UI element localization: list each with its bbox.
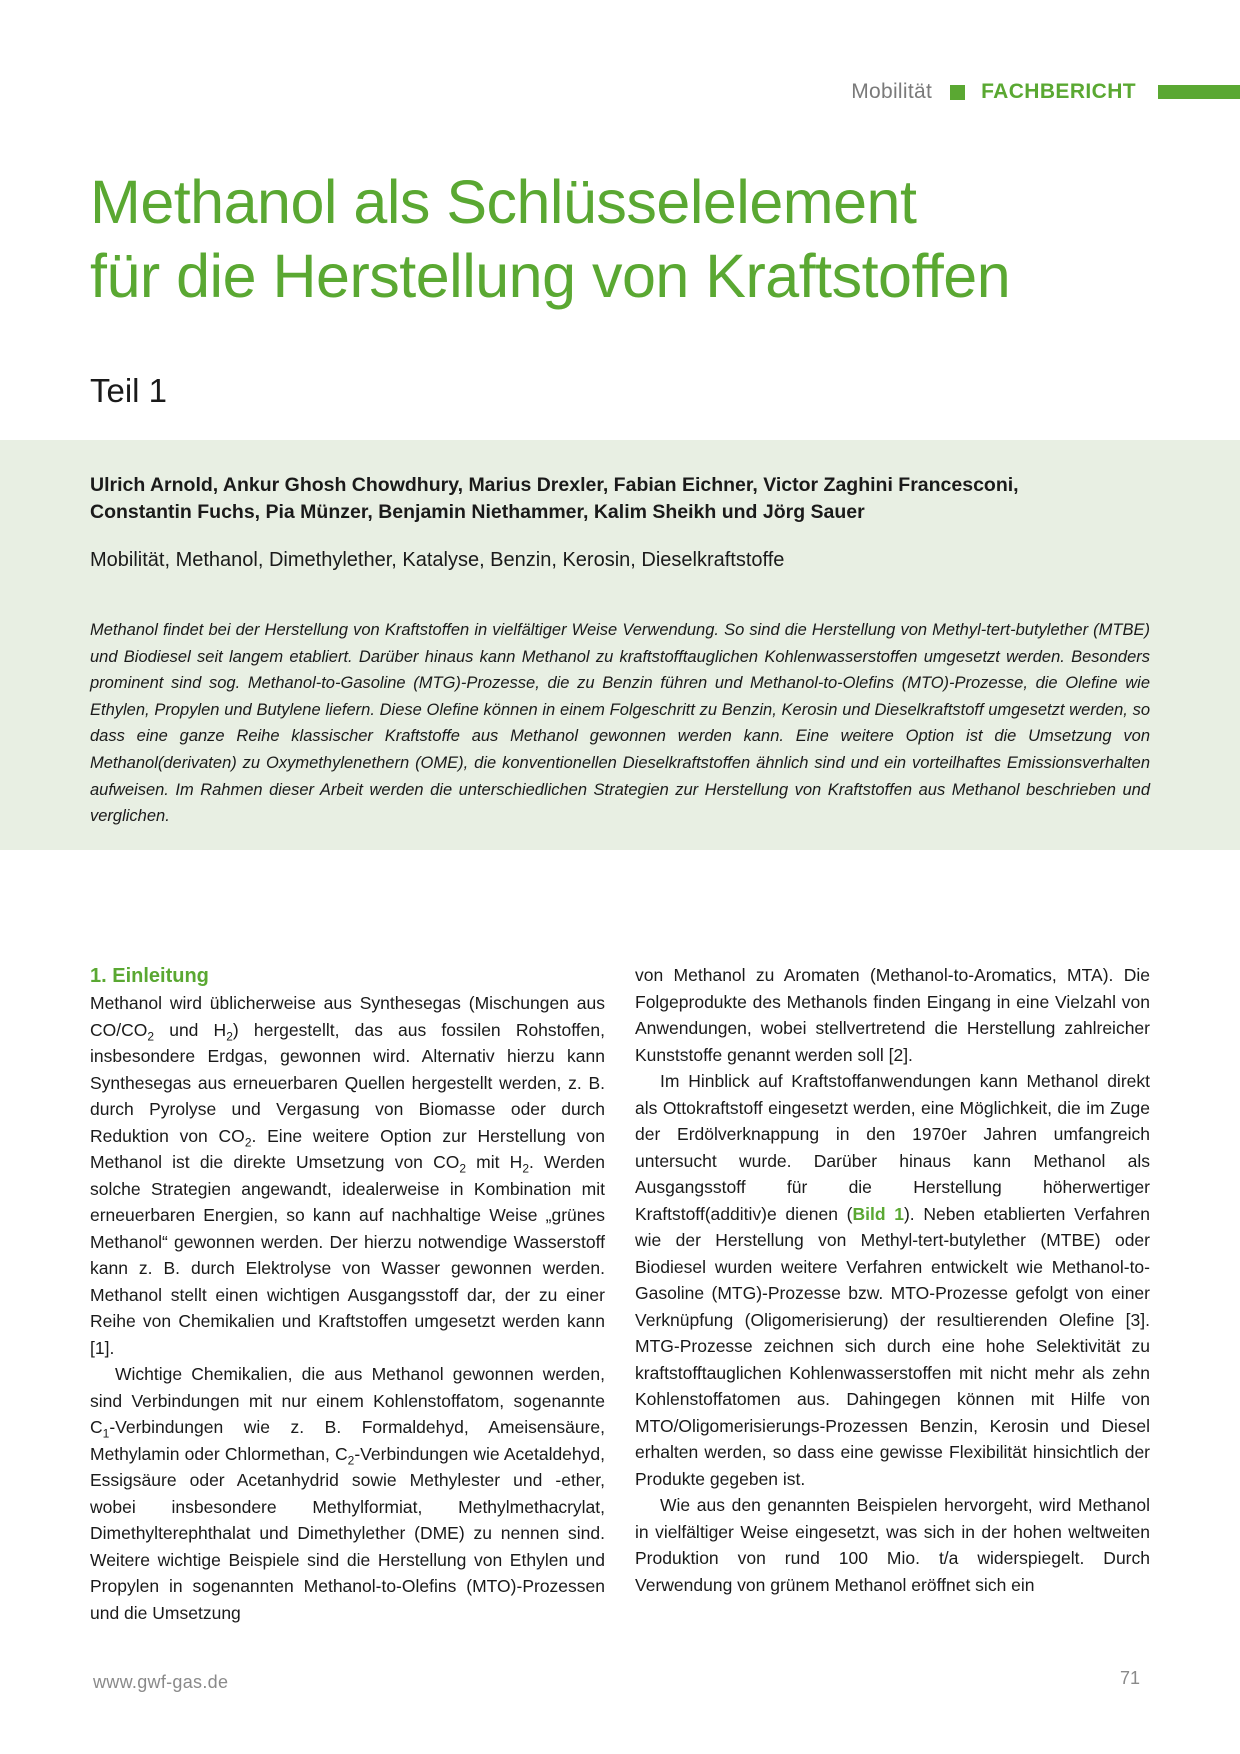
title-line-2: für die Herstellung von Kraftstoffen — [90, 242, 1011, 310]
body-column-left — [90, 962, 605, 1626]
paragraph-4: Im Hinblick auf Kraftstoffanwendungen kann Methanol direkt als Ottokraftstoff eingesetzt werden, eine Möglichkeit, die im Zuge der Erdölverknappung in den 1970er Jahren umfangreich untersucht wurde. Darüber hinaus kann Methanol als Ausgangsstoff für die Herstellung höherwertiger Kraftstoff(additiv)e dienen (Bild 1). Neben etablierten Verfahren wie der Herstellung von Methyl-tert-butylether (MTBE) oder Biodiesel wurden weitere Verfahren entwickelt wie Methanol-to-Gasoline (MTG)-Prozesse bzw. MTO-Prozesse gefolgt von einer Verknüpfung (Oligomerisierung) der resultierenden Olefine [3]. MTG-Prozesse zeichnen sich durch eine hohe Selektivität zu kraftstofftauglichen Kohlenwasserstoffen mit nicht mehr als zehn Kohlenstoffatomen aus. Dahingegen können mit Hilfe von MTO/Oligomerisierungs-Prozessen Benzin, Kerosin und Diesel erhalten werden, so dass eine gewisse Flexibilität hinsichtlich der Produkte gegeben ist. — [635, 1071, 1150, 1489]
header-accent-bar — [1158, 85, 1240, 99]
author-list — [90, 472, 1190, 526]
article-title — [90, 165, 1190, 313]
authors-line-1: Ulrich Arnold, Ankur Ghosh Chowdhury, Marius Drexler, Fabian Eichner, Victor Zaghini Francesconi, — [90, 474, 1019, 496]
figure-reference-link[interactable]: Bild 1 — [852, 1203, 904, 1224]
paragraph-1: Methanol wird üblicherweise aus Synthesegas (Mischungen aus $CO/CO_2$ und $H_2$) hergestellt, das aus fossilen Rohstoffen, insbesondere Erdgas, gewonnen wird. Alternativ hierzu kann Synthesegas aus erneuerbaren Quellen hergestellt werden, z. B. durch Pyrolyse und Vergasung von Biomasse oder durch Reduktion von $CO_2$. Eine weitere Option zur Herstellung von Methanol ist die direkte Umsetzung von $CO_2$ mit $H_2$. Werden solche Strategien angewandt, idealerweise in Kombination mit erneuerbaren Energien, so kann auf nachhaltige Weise „grünes Methanol“ gewonnen werden. Der hierzu notwendige Wasserstoff kann z. B. durch Elektrolyse von Wasser gewonnen werden. Methanol stellt einen wichtigen Ausgangsstoff dar, der zu einer Reihe von Chemikalien und Kraftstoffen umgesetzt werden kann [1]. — [90, 993, 606, 1358]
keywords: Mobilität, Methanol, Dimethylether, Katalyse, Benzin, Kerosin, Dieselkraftstoffe — [90, 549, 785, 571]
section-heading: 1. Einleitung — [90, 965, 209, 987]
header-square-marker — [950, 85, 965, 100]
page-number: 71 — [1119, 1668, 1140, 1688]
footer-website-link[interactable]: www.gwf-gas.de — [93, 1672, 229, 1692]
paragraph-2: Wichtige Chemikalien, die aus Methanol gewonnen werden, sind Verbindungen mit nur einem Kohlenstoffatom, sogenannte $C_1$-Verbindungen wie z. B. Formaldehyd, Ameisensäure, Methylamin oder Chlormethan, $C_2$-Verbindungen wie Acetaldehyd, Essigsäure oder Acetanhydrid sowie Methylester und -ether, wobei insbesondere Methylformiat, Methylmethacrylat, Dimethylterephthalat und Dimethylether (DME) zu nennen sind. Weitere wichtige Beispiele sind die Herstellung von Ethylen und Propylen in sogenannten Methanol-to-Olefins (MTO)-Prozessen und die Umsetzung — [90, 1364, 605, 1623]
title-line-1: Methanol als Schlüsselelement — [90, 168, 917, 236]
abstract-text: Methanol findet bei der Herstellung von Kraftstoffen in vielfältiger Weise Verwendung. So sind die Herstellung von Methyl-tert-butylether (MTBE) und Biodiesel seit langem etabliert. Darüber hinaus kann Methanol zu kraftstofftauglichen Kohlenwasserstoffen umgesetzt werden. Besonders prominent sind sog. Methanol-to-Gasoline (MTG)-Prozesse, die zu Benzin führen und Methanol-to-Olefins (MTO)-Prozesse, die Olefine wie Ethylen, Propylen und Butylene liefern. Diese Olefine können in einem Folgeschritt zu Benzin, Kerosin und Dieselkraftstoff umgesetzt werden, so dass eine ganze Reihe klassischer Kraftstoffe aus Methanol gewonnen werden kann. Eine weitere Option ist die Umsetzung von Methanol(derivaten) zu Oxymethylenethern (OME), die konventionellen Dieselkraftstoffen ähnlich sind und ein vorteilhaftes Emissionsverhalten aufweisen. Im Rahmen dieser Arbeit werden die unterschiedlichen Strategien zur Herstellung von Kraftstoffen aus Methanol beschrieben und verglichen. — [90, 621, 1150, 826]
paragraph-5: Wie aus den genannten Beispielen hervorgeht, wird Methanol in vielfältiger Weise eingesetzt, was sich in der hohen weltweiten Produktion von rund 100 Mio. t/a widerspiegelt. Durch Verwendung von grünem Methanol eröffnet sich ein — [635, 1495, 1150, 1595]
category-label: FACHBERICHT — [981, 80, 1136, 103]
body-column-right — [635, 962, 1150, 1598]
section-label: Mobilität — [851, 80, 933, 103]
article-subtitle: Teil 1 — [90, 372, 168, 409]
authors-line-2: Constantin Fuchs, Pia Münzer, Benjamin Niethammer, Kalim Sheikh und Jörg Sauer — [90, 501, 865, 523]
page-header — [851, 80, 1240, 104]
paragraph-3: von Methanol zu Aromaten (Methanol-to-Aromatics, MTA). Die Folgeprodukte des Methanols finden Eingang in eine Vielzahl von Anwendungen, wobei stellvertretend die Herstellung zahlreicher Kunststoffe genannt werden soll [2]. — [635, 965, 1150, 1065]
